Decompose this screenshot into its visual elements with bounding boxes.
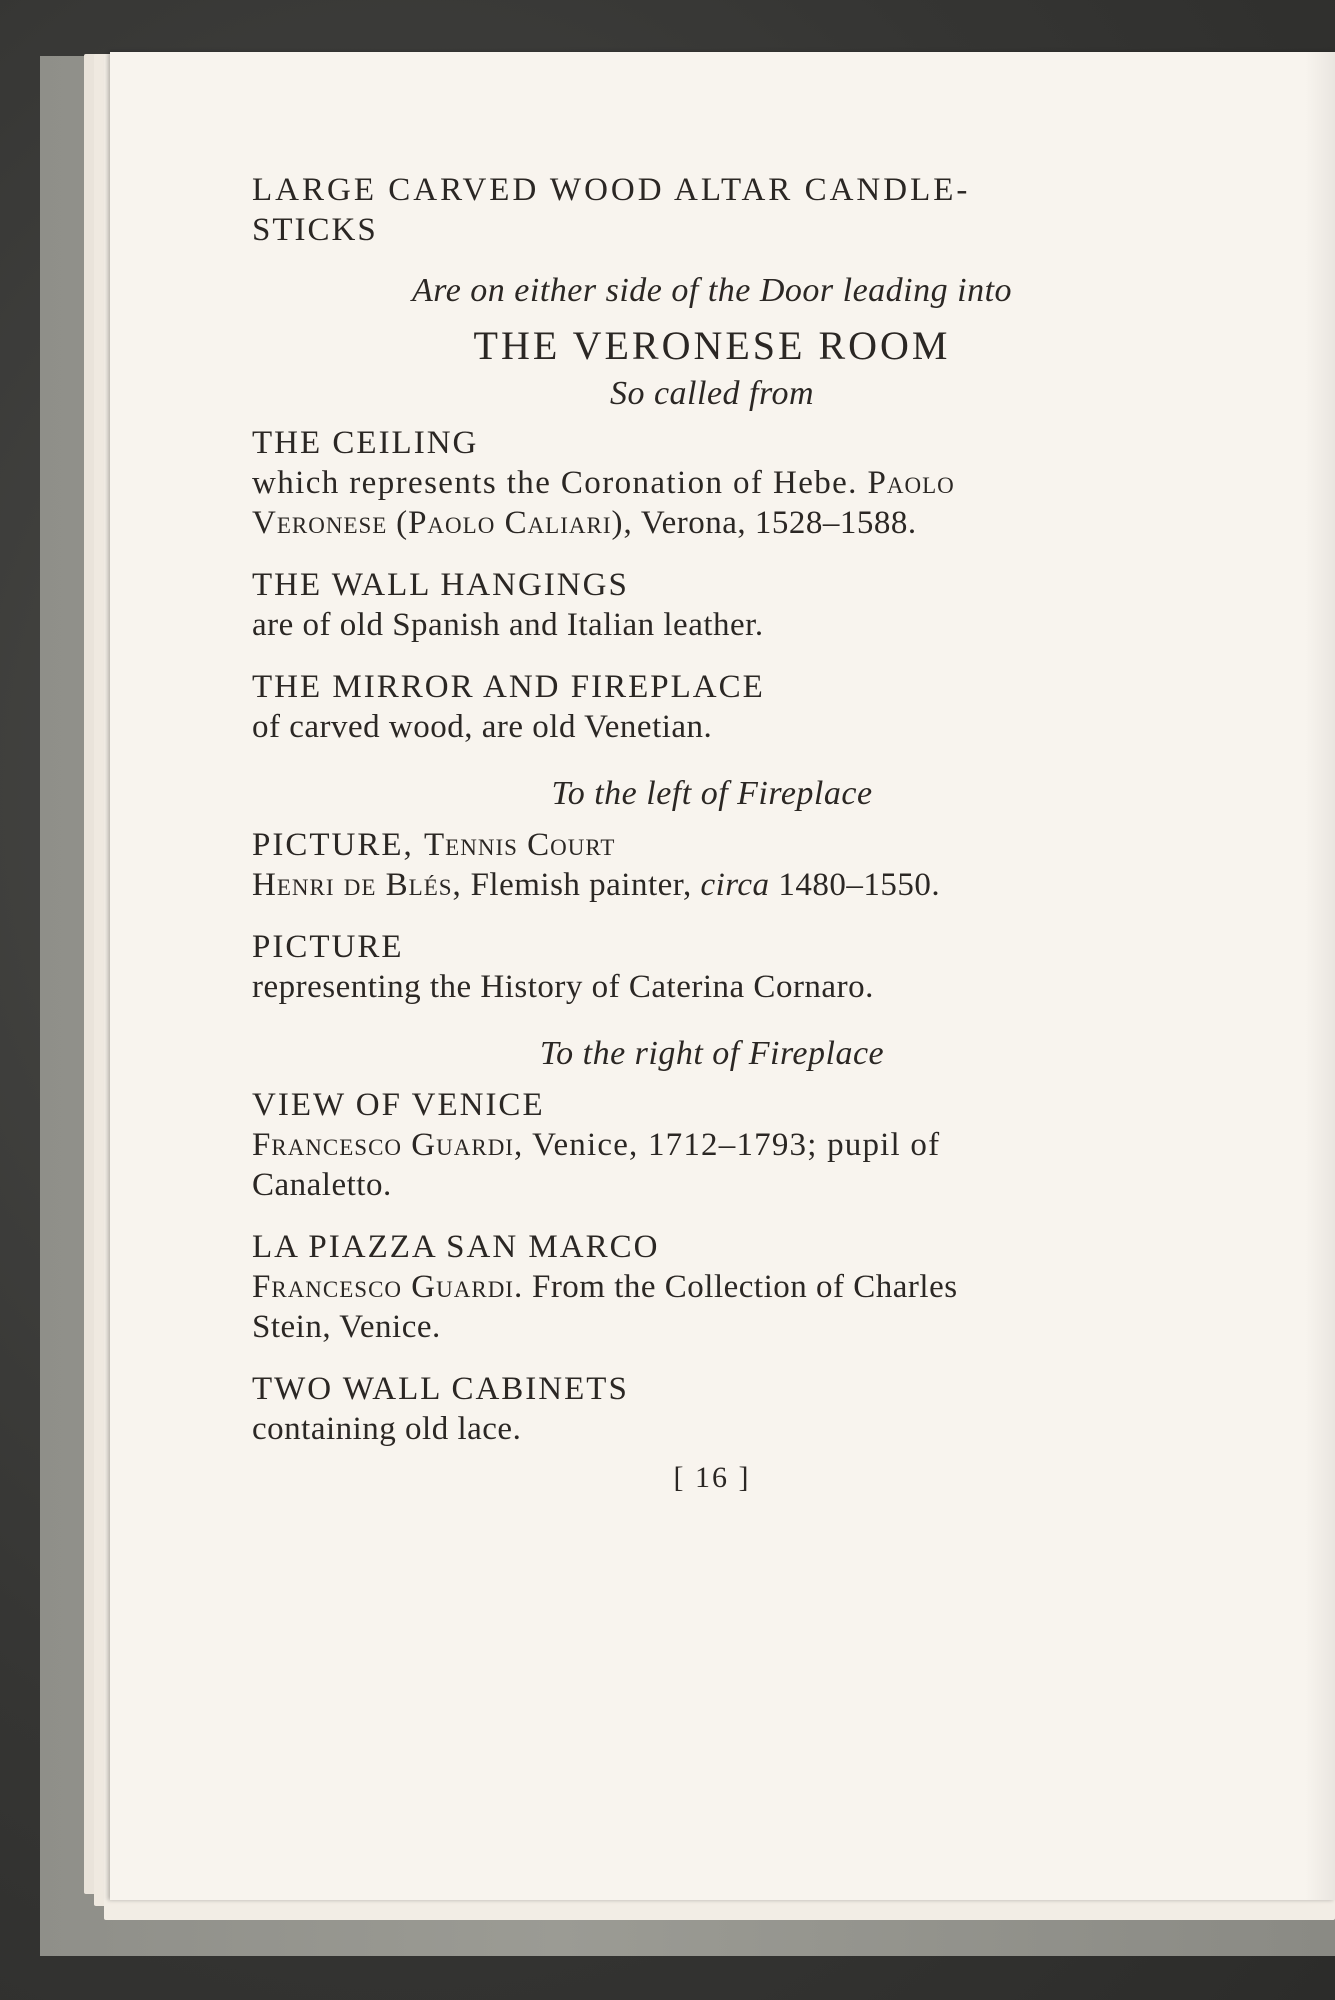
entry-view-of-venice [252, 1085, 1172, 1205]
entry-title-text: PICTURE, [252, 827, 414, 863]
section-heading: To the right of Fireplace [539, 1035, 885, 1072]
section-heading: To the left of Fireplace [551, 775, 873, 812]
dates-text: 1480–1550. [778, 867, 941, 903]
room-title: THE VERONESE ROOM [473, 323, 951, 368]
artist-name: Francesco Guardi. [252, 1269, 524, 1305]
entry-piazza [252, 1227, 1172, 1347]
desc-text: which represents the Coronation of Hebe. [252, 465, 858, 501]
entry-mirror [252, 667, 1172, 747]
entry-desc [252, 1267, 1172, 1307]
page-number: [ 16 ] [673, 1461, 751, 1494]
entry-picture-cornaro [252, 927, 1172, 1007]
entry-desc: representing the History of Caterina Cornaro. [252, 969, 874, 1005]
entry-desc: Stein, Venice. [252, 1309, 441, 1345]
entry-desc: are of old Spanish and Italian leather. [252, 607, 764, 643]
page-text [252, 170, 1172, 1525]
artist-name: Francesco Guardi, [252, 1127, 524, 1163]
entry-title: VIEW OF VENICE [252, 1087, 545, 1123]
entry-desc [252, 503, 1172, 543]
desc-text: From the Collection of Charles [531, 1269, 958, 1305]
entry-picture-tennis [252, 825, 1172, 905]
artist-alias: (Paolo Caliari), [396, 505, 633, 541]
entry-title: LA PIAZZA SAN MARCO [252, 1229, 660, 1265]
entry-heading-line: LARGE CARVED WOOD ALTAR CANDLE- [252, 172, 971, 208]
entry-desc [252, 865, 1172, 905]
desc-text: Venice, 1712–1793; pupil of [532, 1127, 941, 1163]
entry-title: THE WALL HANGINGS [252, 567, 629, 603]
entry-wall-hangings [252, 565, 1172, 645]
entry-ceiling [252, 423, 1172, 543]
picture-subject: Tennis Court [424, 827, 616, 863]
entry-heading-line: STICKS [252, 212, 378, 248]
entry-desc: of carved wood, are old Venetian. [252, 709, 713, 745]
entry-title [252, 825, 1172, 865]
entry-title: TWO WALL CABINETS [252, 1371, 629, 1407]
desc-text: Flemish painter, [470, 867, 692, 903]
artist-name: Henri de Blés, [252, 867, 462, 903]
entry-wall-cabinets [252, 1369, 1172, 1449]
desc-text: Verona, 1528–1588. [640, 505, 917, 541]
artist-name: Veronese [252, 505, 388, 541]
entry-title: THE MIRROR AND FIREPLACE [252, 669, 765, 705]
circa-text: circa [700, 867, 770, 903]
entry-title: PICTURE [252, 929, 404, 965]
entry-desc [252, 1125, 1172, 1165]
called-from-line: So called from [609, 375, 815, 412]
artist-name: Paolo [867, 465, 955, 501]
entry-desc: containing old lace. [252, 1411, 522, 1447]
intro-line: Are on either side of the Door leading into [411, 272, 1013, 309]
entry-desc [252, 463, 1172, 503]
entry-title: THE CEILING [252, 425, 479, 461]
entry-desc: Canaletto. [252, 1167, 392, 1203]
